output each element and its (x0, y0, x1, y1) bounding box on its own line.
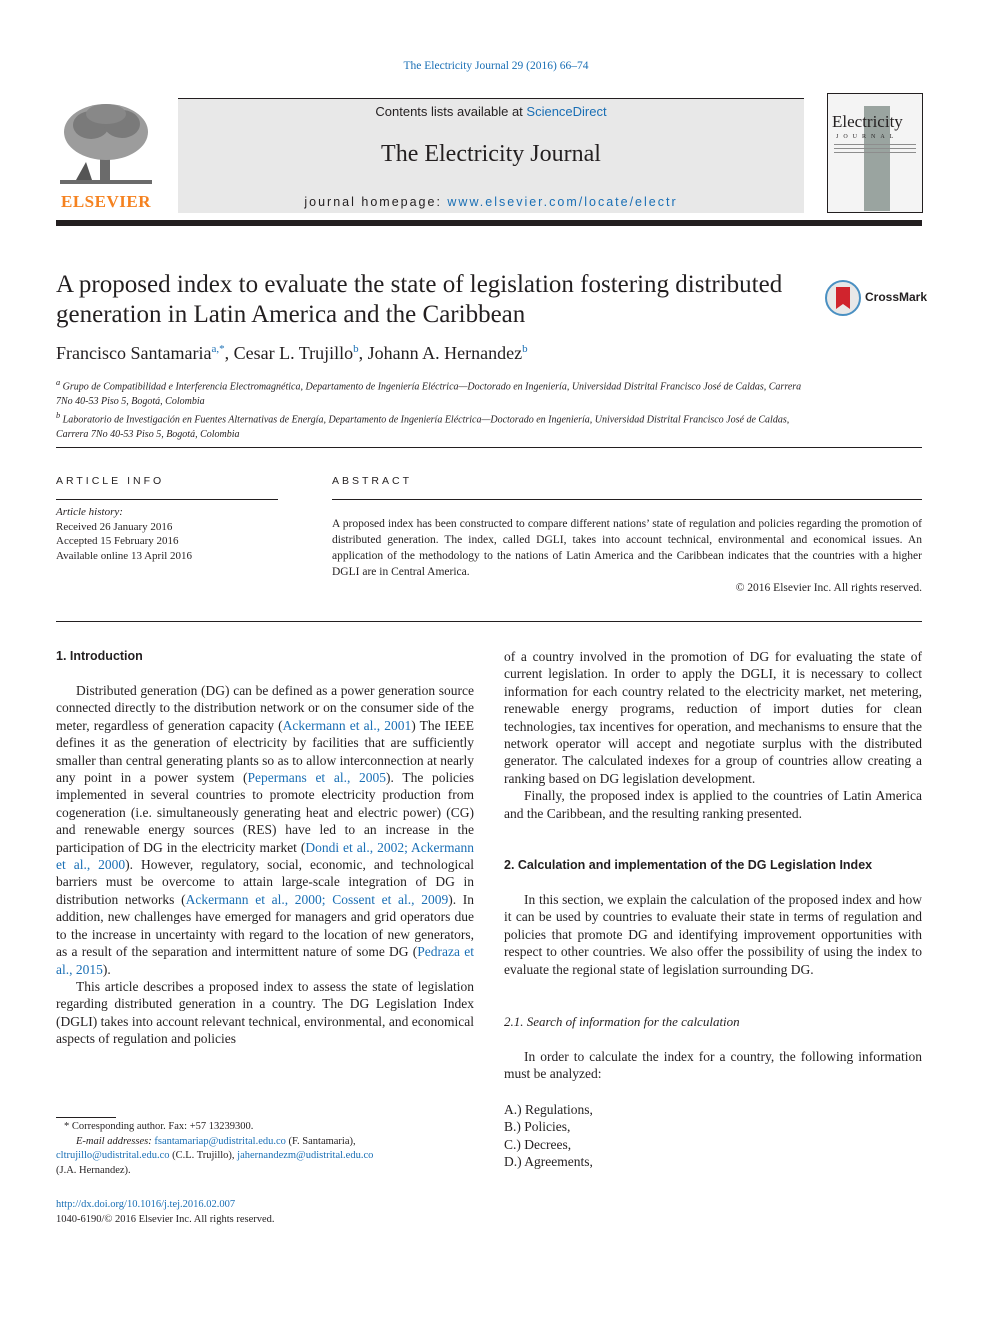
affiliation-b (56, 409, 816, 442)
affiliation-text: Grupo de Compatibilidad e Interferencia Electromagnética, Departamento de Ingeniería Eléctrica—Doctorado en Ingeniería, Universidad Distrital Francisco José de Caldas, Carrera 7No 40-53 Piso 5, Bogotá, Colombia (56, 381, 802, 407)
intro-paragraph-1 (56, 682, 474, 978)
section-2-paragraph-1: In this section, we explain the calculation of the proposed index and how it can be used by countries to evaluate their state in terms of regulation and policies that promote DG and identifying improvement opportunities with respect to other countries. We also offer the possibility of using the index to evaluate the regional state of legislation surrounding DG. (504, 892, 922, 977)
abstract-copyright: © 2016 Elsevier Inc. All rights reserved. (735, 582, 922, 594)
divider (56, 447, 922, 448)
author-affiliation-mark[interactable]: b (353, 343, 359, 355)
homepage-prefix: journal homepage: (304, 195, 448, 209)
abstract-text: A proposed index has been constructed to compare different nations’ state of regulation and policies regarding the promotion of distributed generation. The index, called DGLI, takes into account technical, environmental and economical issues. An application of the methodology to the nations of Latin America and the Caribbean indicates that the countries with a higher DGLI are in Central America. (332, 518, 922, 578)
crossmark-badge[interactable] (825, 280, 928, 316)
information-list (504, 1101, 593, 1171)
citation-link[interactable]: Pedraza et al., 2015 (56, 944, 475, 977)
journal-header (178, 98, 804, 213)
email-link[interactable]: jahernandezm@udistrital.edu.co (237, 1150, 374, 1161)
author-name: Cesar L. Trujillo (233, 343, 354, 363)
journal-homepage (178, 195, 804, 209)
text: ). In addition, new challenges have emerged for managers and grid operators due to the increase in uncertainty with regard to the location of new generators, as a result of the separation and intermittent nature of some DG ( (56, 891, 474, 960)
author-name: Francisco Santamaria (56, 343, 212, 363)
list-item: A.) Regulations, (504, 1102, 593, 1117)
text: Distributed generation (DG) can be defined as a power generation source connected directly to the distribution network or on the consumer side of the meter, regardless of generation capacity ( (56, 683, 474, 733)
abstract (332, 516, 922, 596)
email-owner: (J.A. Hernandez). (56, 1164, 131, 1176)
affiliation-text: Laboratorio de Investigación en Fuentes Alternativas de Energía, Departamento de Ingeniería Eléctrica—Doctorado en Ingeniería, Universidad Distrital Francisco José de Caldas, Carrera 7No 40-53 Piso 5, Bogotá, Colombia (56, 414, 790, 441)
email-label: E-mail addresses: (76, 1135, 152, 1147)
list-item: C.) Decrees, (504, 1136, 572, 1152)
history-accepted: Accepted 15 February 2016 (56, 535, 179, 547)
header-rule (56, 220, 922, 226)
elsevier-logo (56, 100, 156, 212)
email-line (56, 1149, 476, 1164)
divider (56, 499, 278, 500)
author-name: Johann A. Hernandez (367, 343, 523, 363)
author-affiliation-mark[interactable]: a,* (211, 343, 225, 355)
citation-link[interactable]: Dondi et al., 2002; Ackermann et al., 2000 (56, 839, 475, 873)
journal-title: The Electricity Journal (381, 141, 601, 167)
intro-paragraph-2: This article describes a proposed index to assess the state of legislation regarding distributed generation in a country. The DG Legislation Index (DGLI) takes into account relevant technical, environmental, and economical aspects of regulation and policies (56, 978, 474, 1047)
article-info-label: ARTICLE INFO (56, 475, 165, 487)
author-affiliation-mark[interactable]: b (522, 343, 528, 355)
section-2-body (504, 891, 922, 978)
footnote-rule (56, 1117, 116, 1118)
cover-title: Electricity (832, 112, 903, 131)
affiliations (56, 376, 816, 443)
list-item: D.) Agreements, (504, 1154, 593, 1170)
section-heading-intro: 1. Introduction (56, 649, 143, 663)
article-title: A proposed index to evaluate the state of legislation fostering distributed generation in Latin America and the Caribbean (56, 271, 783, 328)
history-received: Received 26 January 2016 (56, 520, 173, 533)
email-line (56, 1135, 476, 1150)
elsevier-wordmark: ELSEVIER (61, 192, 151, 211)
right-paragraph-1: of a country involved in the promotion of DG for evaluating the state of current legislation. In order to apply the DGLI, it is necessary to collect information for each country related to the electricity market, net metering, renewable energy programs, reduction of import duties for clean technologies, tax incentives for operation, and mechanisms to ensure that the network operator will accept and negotiate surplus with the distributed generator. The calculated indexes for a group of countries allow creating a ranking based on DG legislation development. (504, 649, 922, 786)
email-link[interactable]: cltrujillo@udistrital.edu.co (56, 1150, 170, 1161)
issn-copyright: 1040-6190/© 2016 Elsevier Inc. All rights reserved. (56, 1213, 275, 1225)
contents-line (178, 104, 804, 119)
text: ). However, regulatory, social, economic, and technological barriers must be overcome to attain large-scale integration of DG in distribution networks ( (56, 857, 474, 907)
footnotes (56, 1120, 476, 1178)
sciencedirect-link[interactable]: ScienceDirect (526, 104, 607, 119)
affiliation-mark: b (56, 411, 61, 421)
journal-cover[interactable] (827, 93, 923, 213)
right-paragraph-2: Finally, the proposed index is applied to the countries of Latin America and the Caribbean, and the resulting ranking presented. (504, 788, 922, 821)
contents-prefix: Contents lists available at (375, 104, 527, 119)
author-separator: , (224, 343, 234, 363)
elsevier-tree-icon (56, 100, 156, 190)
affiliation-mark: a (56, 378, 61, 387)
cover-text-lines (834, 144, 916, 156)
subsection-body (504, 1048, 922, 1083)
left-column (56, 682, 474, 1048)
author-list (56, 343, 528, 364)
subsection-paragraph-1: In order to calculate the index for a country, the following information must be analyzed: (504, 1049, 922, 1082)
cover-subtitle: JOURNAL (836, 134, 899, 140)
divider (56, 621, 922, 622)
doi-link[interactable]: http://dx.doi.org/10.1016/j.tej.2016.02.007 (56, 1199, 236, 1210)
text: ). (102, 961, 111, 977)
abstract-label: ABSTRACT (332, 475, 413, 487)
citation-link[interactable]: Ackermann et al., 2000; Cossent et al., 2009 (185, 891, 449, 907)
divider (332, 499, 922, 500)
subsection-heading: 2.1. Search of information for the calculation (504, 1014, 740, 1029)
history-online: Available online 13 April 2016 (56, 549, 193, 562)
corresponding-author-note: * Corresponding author. Fax: +57 13239300. (64, 1121, 254, 1132)
article-history (56, 505, 192, 563)
affiliation-a (56, 376, 816, 409)
citation-link[interactable]: Pepermans et al., 2005 (247, 770, 387, 786)
crossmark-icon (825, 280, 861, 316)
citation-link[interactable]: Ackermann et al., 2001 (282, 717, 412, 733)
text: ). The policies implemented in several countries to promote electricity production from cogeneration (i.e. simultaneously generating heat and electric power) (CG) and renewable energy sources (RES) have led to an increase in the participation of DG in the electricity market ( (56, 770, 474, 855)
journal-citation[interactable]: The Electricity Journal 29 (2016) 66–74 (403, 60, 589, 72)
list-item: B.) Policies, (504, 1119, 571, 1135)
text: ) The IEEE defines it as the generation of electricity by facilities that are sufficiently smaller than central generating plants so as to allow interconnection at nearly any point in a power system ( (56, 717, 474, 786)
homepage-link[interactable]: www.elsevier.com/locate/electr (447, 195, 678, 209)
crossmark-label: CrossMark (865, 290, 928, 304)
section-heading-2: 2. Calculation and implementation of the DG Legislation Index (504, 858, 873, 872)
email-link[interactable]: fsantamariap@udistrital.edu.co (154, 1135, 286, 1147)
author-separator: , (358, 343, 368, 363)
email-owner: (C.L. Trujillo), (169, 1150, 238, 1161)
email-owner: (F. Santamaria), (285, 1135, 356, 1147)
article-identifiers (56, 1198, 275, 1227)
right-column (504, 648, 922, 822)
history-label: Article history: (56, 506, 123, 518)
